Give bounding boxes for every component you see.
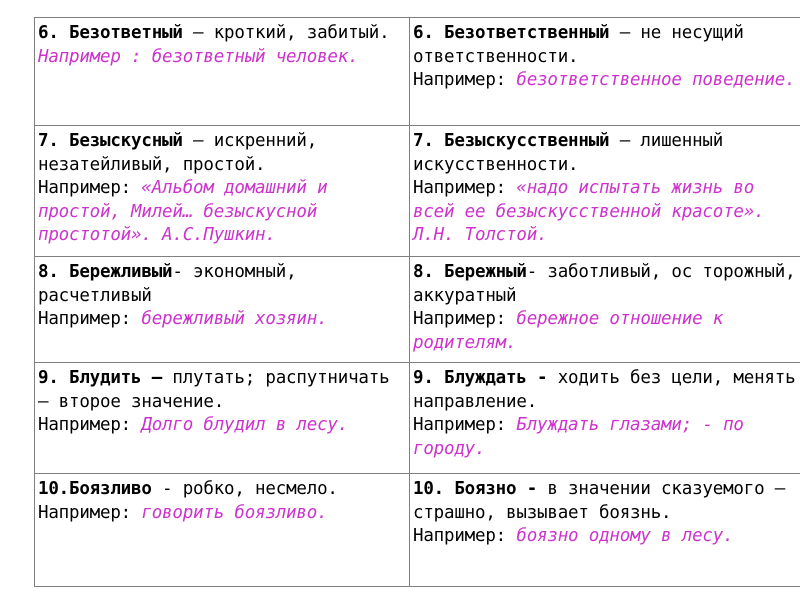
definition: – не несущий ответственности.	[413, 23, 744, 67]
table-cell-right	[410, 18, 800, 126]
table-cell-left	[35, 474, 410, 587]
definition: - робко, несмело.	[151, 479, 338, 499]
table-cell-right	[410, 257, 800, 363]
example: «Альбом домашний и простой, Милей… безыскусной простотой». А.С.Пушкин.	[38, 178, 328, 245]
table-cell-right	[410, 363, 800, 474]
example-label: Например:	[413, 415, 517, 435]
table-row	[35, 126, 800, 257]
definition: – кроткий, забитый.	[182, 23, 390, 43]
example-label: Например:	[413, 178, 517, 198]
table-row	[35, 363, 800, 474]
example: Например : безответный человек.	[38, 46, 359, 67]
term: 9. Блуждать -	[413, 368, 548, 388]
term: 9. Блудить –	[38, 368, 163, 388]
table-cell-right	[410, 126, 800, 257]
term: 7. Безыскусственный	[413, 131, 610, 151]
table-cell-left	[35, 18, 410, 126]
example-label: Например:	[38, 309, 142, 329]
table-row	[35, 474, 800, 587]
definition: плутать; распутничать – второе значение.	[38, 368, 390, 412]
example: «надо испытать жизнь во всей ее безыскусственной красоте». Л.Н. Толстой.	[413, 178, 765, 245]
term: 10. Боязно -	[413, 479, 538, 499]
table-row	[35, 257, 800, 363]
example-label: Например:	[38, 178, 142, 198]
example: Блуждать глазами; - по городу.	[413, 415, 744, 459]
definition: - заботливый, ос торожный, аккуратный	[413, 262, 796, 306]
example-label: Например:	[413, 526, 517, 546]
example: Долго блудил в лесу.	[141, 415, 349, 435]
term: 8. Бережливый	[38, 262, 173, 282]
term: 6. Безответный	[38, 23, 183, 43]
definition: ходить без цели, менять направление.	[413, 368, 796, 412]
table-cell-left	[35, 257, 410, 363]
definition: - экономный, расчетливый	[38, 262, 297, 306]
example: бережливый хозяин.	[141, 309, 328, 329]
term: 6. Безответственный	[413, 23, 610, 43]
example: боязно одному в лесу.	[516, 526, 734, 546]
example: говорить боязливо.	[141, 502, 328, 523]
example-label: Например:	[413, 70, 517, 90]
definition: – искренний, незатейливый, простой.	[38, 131, 318, 175]
example-label: Например:	[38, 502, 142, 523]
definition: в значении сказуемого — страшно, вызывает боязнь.	[413, 479, 786, 523]
term: 10.Боязливо	[38, 479, 152, 499]
term: 8. Бережный	[413, 262, 527, 282]
table-row	[35, 18, 800, 126]
example: безответственное поведение.	[516, 70, 796, 90]
example: бережное отношение к родителям.	[413, 309, 724, 353]
term: 7. Безыскусный	[38, 131, 183, 151]
table-cell-left	[35, 126, 410, 257]
paronyms-table	[34, 17, 800, 587]
definition: – лишенный искусственности.	[413, 131, 724, 175]
example-label: Например:	[413, 309, 517, 329]
table-cell-left	[35, 363, 410, 474]
example-label: Например:	[38, 415, 142, 435]
table-cell-right	[410, 474, 800, 587]
